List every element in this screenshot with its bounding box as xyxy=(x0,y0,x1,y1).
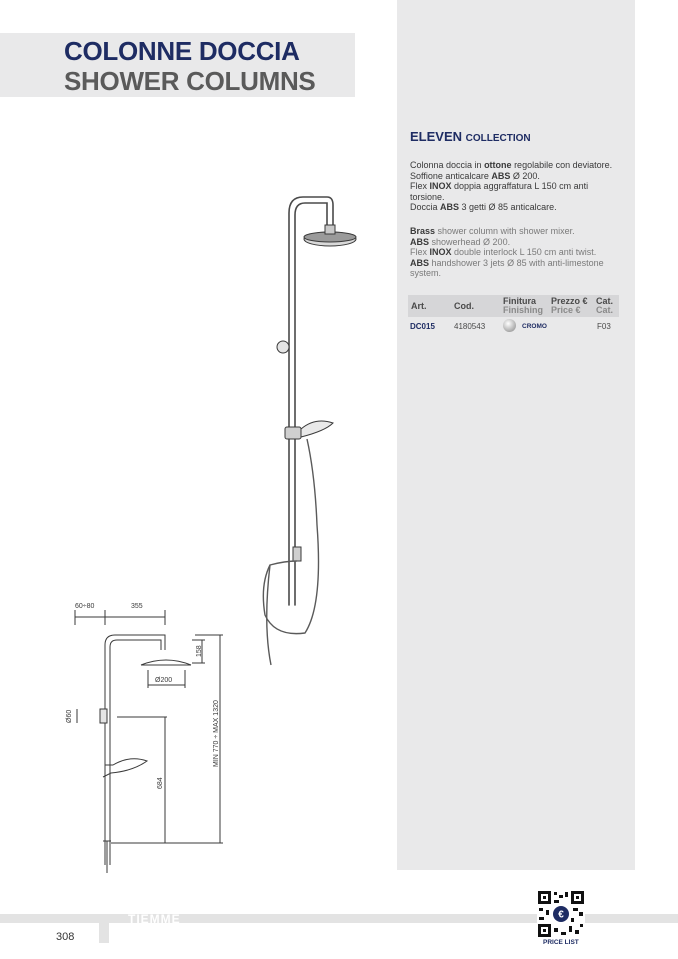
desc-it-line: Colonna doccia in ottone regolabile con deviatore. xyxy=(410,160,613,170)
header-price: Prezzo € Price € xyxy=(551,296,588,315)
desc-it-line: Soffione anticalcare ABS Ø 200. xyxy=(410,170,540,181)
dim-arm-label: 355 xyxy=(131,603,143,610)
desc-en-line: Flex INOX double interlock L 150 cm anti twist. xyxy=(410,247,597,257)
header-category: Cat. Cat. xyxy=(596,296,614,315)
header-finish: Finitura Finishing xyxy=(503,296,543,315)
desc-it-line: Flex INOX doppia aggraffatura L 150 cm anti torsione. xyxy=(410,181,589,202)
dim-bracket-label: Ø60 xyxy=(66,709,73,723)
product-illustration xyxy=(255,185,365,675)
qr-price-list-label: PRICE LIST xyxy=(543,939,579,946)
page-title-italian: COLONNE DOCCIA xyxy=(64,36,300,66)
row-code: 4180543 xyxy=(454,322,486,331)
description-italian xyxy=(410,160,625,213)
header-code: Cod. xyxy=(454,301,474,311)
row-finish: CROMO xyxy=(522,323,547,330)
dim-head-diameter-label: Ø200 xyxy=(155,677,173,684)
finish-swatch-icon xyxy=(503,319,516,332)
desc-en-line: Brass shower column with shower mixer. xyxy=(410,226,575,236)
desc-it-line: Doccia ABS 3 getti Ø 85 anticalcare. xyxy=(410,202,557,212)
dim-offset-label: 60÷80 xyxy=(75,603,95,610)
page-title-english: SHOWER COLUMNS xyxy=(64,66,316,96)
row-category: F03 xyxy=(597,322,611,331)
description-english xyxy=(410,226,625,279)
dim-height-range-label: MIN 770 ÷ MAX 1320 xyxy=(213,700,220,767)
dim-lower-label: 684 xyxy=(157,777,164,789)
collection-suffix: COLLECTION xyxy=(465,133,531,144)
qr-code-icon[interactable] xyxy=(537,890,585,938)
header-art: Art. xyxy=(411,301,427,311)
dim-head-height-label: 158 xyxy=(196,645,203,657)
page-number: 308 xyxy=(56,931,75,943)
desc-en-line: ABS handshower 3 jets Ø 85 with anti-limestone system. xyxy=(410,257,604,278)
desc-en-line: ABS showerhead Ø 200. xyxy=(410,236,511,247)
collection-title xyxy=(410,129,531,144)
footer-logo-shape xyxy=(84,910,124,945)
collection-name: ELEVEN xyxy=(410,129,463,144)
technical-drawing xyxy=(55,595,235,880)
row-art: DC015 xyxy=(410,322,435,331)
svg-text:€: € xyxy=(558,909,564,921)
brand-logo: TIEMME xyxy=(128,912,181,926)
